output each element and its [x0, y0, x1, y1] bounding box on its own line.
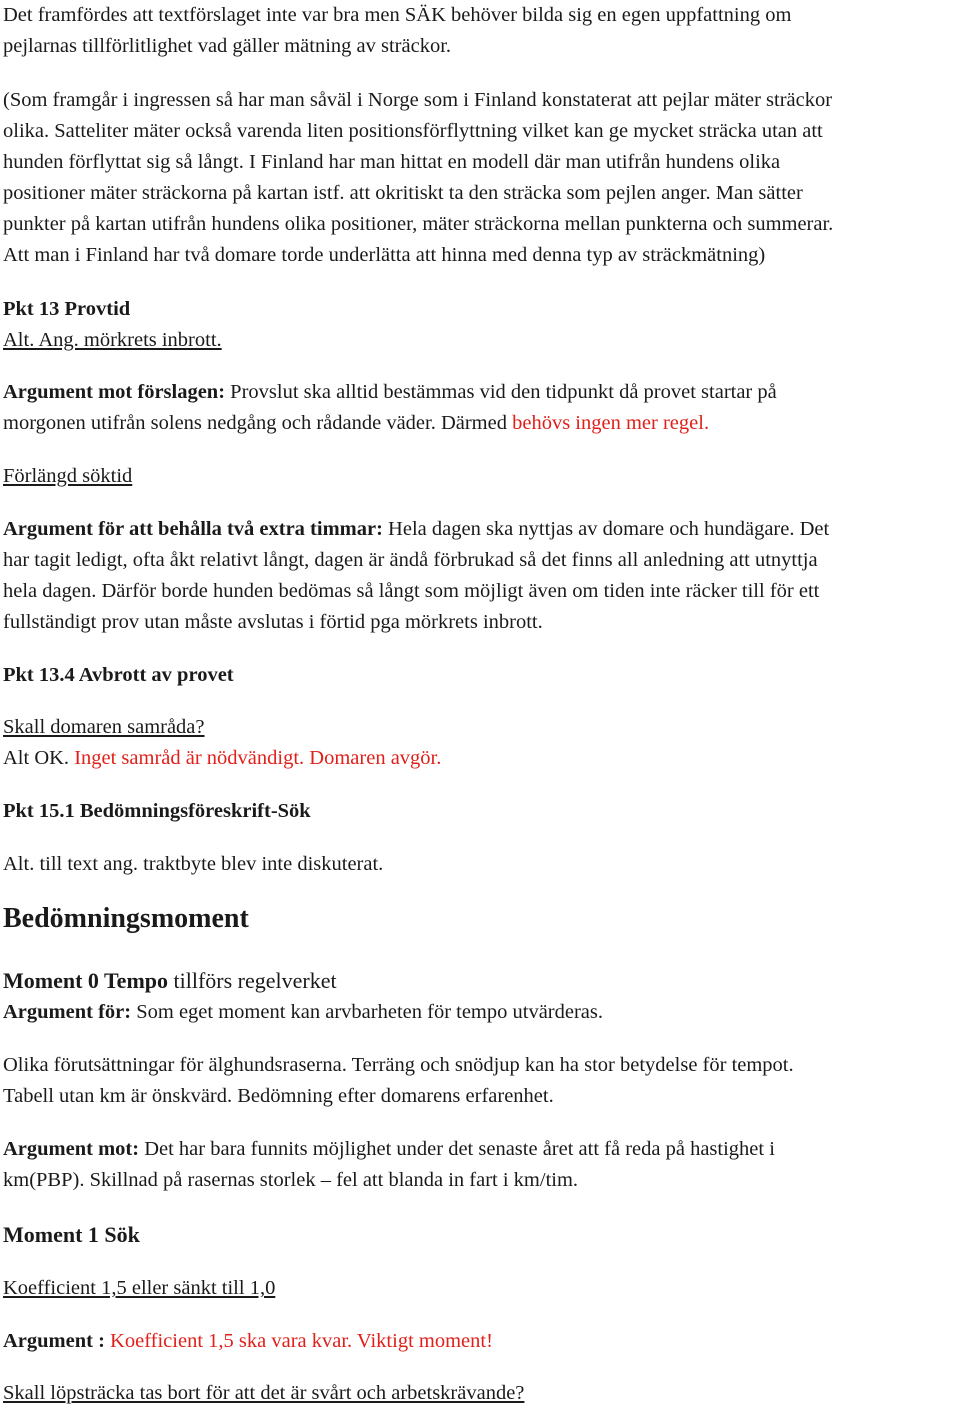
- argument-label: Argument :: [3, 1330, 105, 1352]
- koefficient-line: Koefficient 1,5 eller sänkt till 1,0: [3, 1277, 276, 1299]
- argument-label: Argument för:: [3, 1001, 132, 1023]
- argument-text: Hela dagen ska nyttjas av domare och hundägare. Det: [382, 518, 830, 540]
- text-line: fullständigt prov utan måste avslutas i förtid pga mörkrets inbrott.: [3, 611, 543, 633]
- alt-pkt13: Alt. Ang. mörkrets inbrott.: [3, 329, 222, 351]
- paragraph-forutsattningar: [3, 1050, 956, 1112]
- moment-subtitle: tillförs regelverket: [168, 968, 337, 993]
- argument-moment1: [3, 1326, 956, 1357]
- text-line: (Som framgår i ingressen så har man såväl i Norge som i Finland konstaterat att pejlar mäter sträckor: [3, 89, 833, 111]
- question-samrada: Skall domaren samråda?: [3, 716, 205, 738]
- argument-label: Argument mot förslagen:: [3, 381, 226, 403]
- argument-text: Provslut ska alltid bestämmas vid den tidpunkt då provet startar på: [225, 381, 777, 403]
- heading-pkt134: Pkt 13.4 Avbrott av provet: [3, 664, 234, 686]
- text-line: positioner mäter sträckorna på kartan istf. att okritiskt ta den sträcka som pejlen anger. Man sätter: [3, 182, 803, 204]
- heading-bedomningsmoment: Bedömningsmoment: [3, 903, 249, 934]
- heading-forlangd-soktid: Förlängd söktid: [3, 465, 133, 487]
- paragraph-note: [3, 85, 956, 271]
- highlighted-text: Koefficient 1,5 ska vara kvar. Viktigt moment!: [104, 1330, 493, 1352]
- alt-text: Alt OK.: [3, 747, 75, 769]
- text-line: hela dagen. Därför borde hunden bedömas så långt som möjligt även om tiden inte räcker till för ett: [3, 580, 820, 602]
- question-lopstracka: Skall löpsträcka tas bort för att det är svårt och arbetskrävande?: [3, 1382, 525, 1404]
- argument-label: Argument för att behålla två extra timmar:: [3, 518, 383, 540]
- heading-moment0: [3, 965, 956, 996]
- argument-for-moment0: [3, 997, 956, 1028]
- heading-pkt151: Pkt 15.1 Bedömningsföreskrift-Sök: [3, 800, 311, 822]
- text-line: Olika förutsättningar för älghundsraserna. Terräng och snödjup kan ha stor betydelse för tempot.: [3, 1054, 794, 1076]
- text-line: hunden förflyttat sig så långt. I Finland har man hittat en modell där man utifrån hundens olika: [3, 151, 781, 173]
- text-pkt151: Alt. till text ang. traktbyte blev inte diskuterat.: [3, 853, 384, 875]
- text-line: punkter på kartan utifrån hundens olika positioner, mäter sträckorna mellan punkterna och summerar.: [3, 213, 834, 235]
- argument-text: Det har bara funnits möjlighet under det senaste året att få reda på hastighet i: [139, 1138, 775, 1160]
- argument-mot-moment0: [3, 1134, 956, 1196]
- text-line: olika. Satteliter mäter också varenda liten positionsförflyttning vilket kan ge mycket sträcka utan att: [3, 120, 823, 142]
- argument-label: Argument mot:: [3, 1138, 140, 1160]
- highlighted-text: Inget samråd är nödvändigt. Domaren avgör.: [74, 747, 442, 769]
- heading-pkt13: Pkt 13 Provtid: [3, 298, 131, 320]
- heading-moment1: Moment 1 Sök: [3, 1222, 140, 1247]
- argument-text: morgonen utifrån solens nedgång och rådande väder. Därmed: [3, 412, 513, 434]
- text-line: Det framfördes att textförslaget inte var bra men SÄK behöver bilda sig en egen uppfattning om: [3, 4, 792, 26]
- moment-title: Moment 0 Tempo: [3, 968, 168, 993]
- text-line: pejlarnas tillförlitlighet vad gäller mätning av sträckor.: [3, 35, 452, 57]
- paragraph-argument-mot: [3, 377, 956, 439]
- highlighted-text: behövs ingen mer regel.: [512, 412, 710, 434]
- paragraph-argument-behalla: [3, 514, 956, 638]
- text-line: har tagit ledigt, ofta åkt relativt långt, dagen är ändå förbrukad så det finns all anledning att utnyttja: [3, 549, 818, 571]
- text-line: Tabell utan km är önskvärd. Bedömning efter domarens erfarenhet.: [3, 1085, 554, 1107]
- paragraph-intro: [3, 0, 956, 62]
- argument-text: Som eget moment kan arvbarheten för tempo utvärderas.: [131, 1001, 604, 1023]
- alt-pkt134: [3, 743, 956, 774]
- text-line: Att man i Finland har två domare torde underlätta att hinna med denna typ av sträckmätning): [3, 244, 766, 266]
- text-line: km(PBP). Skillnad på rasernas storlek – fel att blanda in fart i km/tim.: [3, 1169, 579, 1191]
